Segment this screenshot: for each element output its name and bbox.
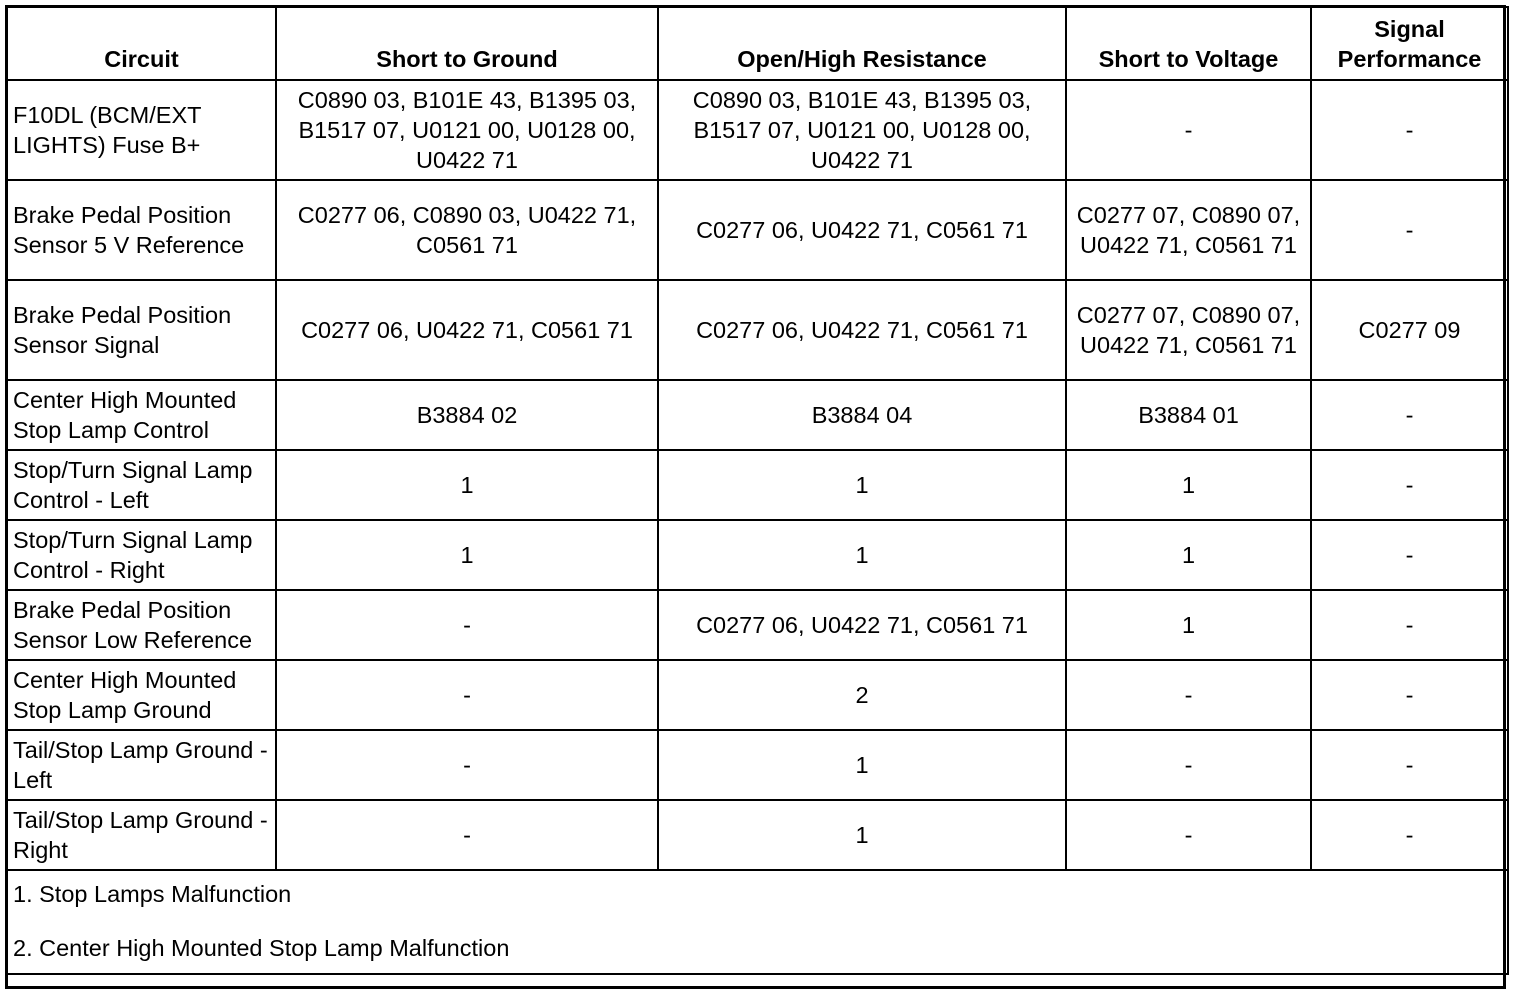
cell-signal-performance: - xyxy=(1311,380,1508,450)
circuit-dtc-table xyxy=(6,6,1509,975)
cell-short-to-voltage: - xyxy=(1066,660,1311,730)
cell-signal-performance: - xyxy=(1311,730,1508,800)
cell-signal-performance: - xyxy=(1311,450,1508,520)
cell-open-high-resistance: C0277 06, U0422 71, C0561 71 xyxy=(658,590,1066,660)
header-circuit: Circuit xyxy=(7,7,276,80)
cell-open-high-resistance: 1 xyxy=(658,730,1066,800)
cell-circuit: Tail/Stop Lamp Ground - Left xyxy=(7,730,276,800)
cell-open-high-resistance: C0277 06, U0422 71, C0561 71 xyxy=(658,180,1066,280)
cell-short-to-voltage: 1 xyxy=(1066,520,1311,590)
cell-short-to-voltage: B3884 01 xyxy=(1066,380,1311,450)
cell-short-to-voltage: 1 xyxy=(1066,590,1311,660)
table-row xyxy=(7,520,1508,590)
table-notes-row xyxy=(7,870,1508,974)
cell-open-high-resistance: 1 xyxy=(658,800,1066,870)
cell-short-to-ground: C0277 06, C0890 03, U0422 71, C0561 71 xyxy=(276,180,658,280)
table-row xyxy=(7,450,1508,520)
cell-circuit: Brake Pedal Position Sensor Low Reference xyxy=(7,590,276,660)
cell-signal-performance: - xyxy=(1311,520,1508,590)
cell-signal-performance: - xyxy=(1311,590,1508,660)
cell-short-to-ground: 1 xyxy=(276,520,658,590)
cell-open-high-resistance: 2 xyxy=(658,660,1066,730)
cell-signal-performance: - xyxy=(1311,660,1508,730)
cell-short-to-ground: - xyxy=(276,730,658,800)
table-header-row xyxy=(7,7,1508,80)
note-item: 2. Center High Mounted Stop Lamp Malfunction xyxy=(13,935,510,961)
cell-open-high-resistance: B3884 04 xyxy=(658,380,1066,450)
header-short-to-voltage: Short to Voltage xyxy=(1066,7,1311,80)
cell-short-to-voltage: - xyxy=(1066,800,1311,870)
cell-signal-performance: - xyxy=(1311,80,1508,180)
note-item: 1. Stop Lamps Malfunction xyxy=(13,881,292,907)
header-signal-performance-line1: Signal xyxy=(1374,16,1445,42)
cell-circuit: Brake Pedal Position Sensor Signal xyxy=(7,280,276,380)
cell-circuit: Brake Pedal Position Sensor 5 V Reference xyxy=(7,180,276,280)
cell-open-high-resistance: C0277 06, U0422 71, C0561 71 xyxy=(658,280,1066,380)
table-row xyxy=(7,730,1508,800)
cell-open-high-resistance: 1 xyxy=(658,450,1066,520)
cell-signal-performance: - xyxy=(1311,800,1508,870)
table-row xyxy=(7,590,1508,660)
cell-short-to-ground: - xyxy=(276,660,658,730)
table-notes xyxy=(7,870,1508,974)
header-signal-performance-line2: Performance xyxy=(1337,46,1482,72)
header-signal-performance xyxy=(1311,7,1508,80)
header-open-high-resistance: Open/High Resistance xyxy=(658,7,1066,80)
table-row xyxy=(7,280,1508,380)
table-row xyxy=(7,180,1508,280)
cell-short-to-voltage: C0277 07, C0890 07, U0422 71, C0561 71 xyxy=(1066,180,1311,280)
header-short-to-ground: Short to Ground xyxy=(276,7,658,80)
cell-short-to-ground: B3884 02 xyxy=(276,380,658,450)
cell-short-to-ground: - xyxy=(276,800,658,870)
table-row xyxy=(7,660,1508,730)
cell-circuit: Center High Mounted Stop Lamp Ground xyxy=(7,660,276,730)
cell-signal-performance: C0277 09 xyxy=(1311,280,1508,380)
cell-circuit: Tail/Stop Lamp Ground - Right xyxy=(7,800,276,870)
cell-short-to-voltage: - xyxy=(1066,730,1311,800)
table-row xyxy=(7,800,1508,870)
cell-short-to-voltage: - xyxy=(1066,80,1311,180)
cell-short-to-ground: 1 xyxy=(276,450,658,520)
cell-short-to-ground: C0277 06, U0422 71, C0561 71 xyxy=(276,280,658,380)
cell-circuit: F10DL (BCM/EXT LIGHTS) Fuse B+ xyxy=(7,80,276,180)
cell-signal-performance: - xyxy=(1311,180,1508,280)
cell-open-high-resistance: C0890 03, B101E 43, B1395 03, B1517 07, U0121 00, U0128 00, U0422 71 xyxy=(658,80,1066,180)
cell-short-to-voltage: C0277 07, C0890 07, U0422 71, C0561 71 xyxy=(1066,280,1311,380)
cell-short-to-ground: C0890 03, B101E 43, B1395 03, B1517 07, U0121 00, U0128 00, U0422 71 xyxy=(276,80,658,180)
table-row xyxy=(7,380,1508,450)
cell-circuit: Stop/Turn Signal Lamp Control - Left xyxy=(7,450,276,520)
table-row xyxy=(7,80,1508,180)
cell-open-high-resistance: 1 xyxy=(658,520,1066,590)
cell-circuit: Center High Mounted Stop Lamp Control xyxy=(7,380,276,450)
cell-circuit: Stop/Turn Signal Lamp Control - Right xyxy=(7,520,276,590)
cell-short-to-ground: - xyxy=(276,590,658,660)
cell-short-to-voltage: 1 xyxy=(1066,450,1311,520)
